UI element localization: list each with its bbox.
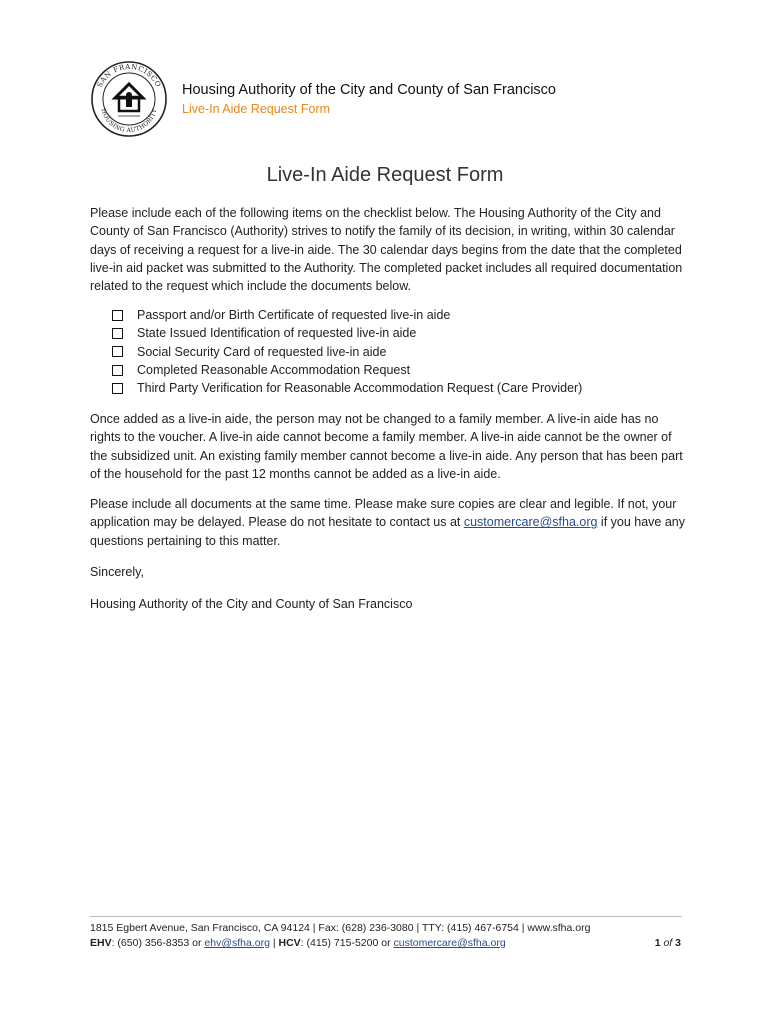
footer-separator: | bbox=[269, 937, 279, 949]
signature: Housing Authority of the City and County of San Francisco bbox=[90, 597, 413, 611]
document-title: Live-In Aide Request Form bbox=[266, 164, 504, 186]
checklist-item-label: Passport and/or Birth Certificate of requested live-in aide bbox=[137, 308, 451, 322]
checkbox-icon[interactable] bbox=[112, 383, 123, 394]
hcv-phone: : (415) 715-5200 or bbox=[300, 937, 394, 949]
checkbox-icon[interactable] bbox=[112, 346, 123, 357]
ehv-label: EHV bbox=[90, 937, 112, 949]
header-subtitle: Live-In Aide Request Form bbox=[182, 102, 330, 116]
sfha-logo bbox=[90, 60, 168, 138]
checklist-item bbox=[112, 343, 582, 361]
ehv-email-link[interactable]: ehv@sfha.org bbox=[204, 937, 270, 949]
checkbox-icon[interactable] bbox=[112, 328, 123, 339]
closing: Sincerely, bbox=[90, 565, 144, 579]
page-total: 3 bbox=[675, 937, 681, 949]
page-of: of bbox=[663, 937, 673, 949]
intro-paragraph: Please include each of the following items on the checklist below. The Housing Authority of the City and County of San Francisco (Authority) strives to notify the family of its decision, in writing, within 30 calendar days of receiving a request for a live-in aide. The 30 calendar days begins from the date that the completed live-in aid packet was submitted to the Authority. The completed packet includes all required documentation related to the request which include the documents below. bbox=[90, 206, 683, 294]
customercare-email-link[interactable]: customercare@sfha.org bbox=[463, 515, 598, 530]
header-title: Housing Authority of the City and County of San Francisco bbox=[182, 82, 556, 98]
footer-divider bbox=[90, 916, 682, 917]
document-checklist bbox=[112, 306, 582, 397]
footer-contacts bbox=[90, 937, 506, 949]
page-current: 1 bbox=[654, 937, 661, 949]
hcv-email-link[interactable]: customercare@sfha.org bbox=[393, 937, 506, 949]
live-in-aide-rules-paragraph: Once added as a live-in aide, the person may not be changed to a family member. A live-in aide has no rights to the voucher. A live-in aide cannot become a family member. A live-in aide cannot be the owner of the subsidized unit. An existing family member cannot become a live-in aide. Any person that has been part of the household for the past 12 months cannot be added as a live-in aide. bbox=[90, 412, 683, 481]
checklist-item-label: State Issued Identification of requested live-in aide bbox=[137, 326, 417, 341]
checklist-item bbox=[112, 306, 582, 324]
checkbox-icon[interactable] bbox=[112, 310, 123, 321]
footer-address: 1815 Egbert Avenue, San Francisco, CA 94124 | Fax: (628) 236-3080 | TTY: (415) 467-6754 | www.sfha.org bbox=[90, 922, 591, 934]
svg-text:SAN FRANCISCO: SAN FRANCISCO bbox=[95, 62, 163, 89]
checklist-item-label: Third Party Verification for Reasonable Accommodation Request (Care Provider) bbox=[137, 381, 583, 396]
page-number bbox=[655, 937, 681, 949]
ehv-phone: : (650) 356-8353 or bbox=[111, 937, 205, 949]
checkbox-icon[interactable] bbox=[112, 365, 123, 376]
checklist-item bbox=[112, 361, 582, 379]
hcv-label: HCV bbox=[278, 937, 301, 949]
svg-text:HOUSING AUTHORITY: HOUSING AUTHORITY bbox=[99, 107, 159, 135]
submission-text: Please include all documents at the same time. Please make sure copies are clear and legible. If not, your application may be delayed. Please do not hesitate to contact us at bbox=[90, 497, 677, 530]
checklist-item-label: Social Security Card of requested live-in aide bbox=[137, 344, 387, 359]
submission-text-end: if you have any questions pertaining to this matter. bbox=[90, 515, 685, 548]
submission-paragraph bbox=[90, 495, 690, 550]
checklist-item bbox=[112, 379, 582, 397]
checklist-item bbox=[112, 324, 582, 342]
checklist-item-label: Completed Reasonable Accommodation Request bbox=[137, 362, 411, 377]
